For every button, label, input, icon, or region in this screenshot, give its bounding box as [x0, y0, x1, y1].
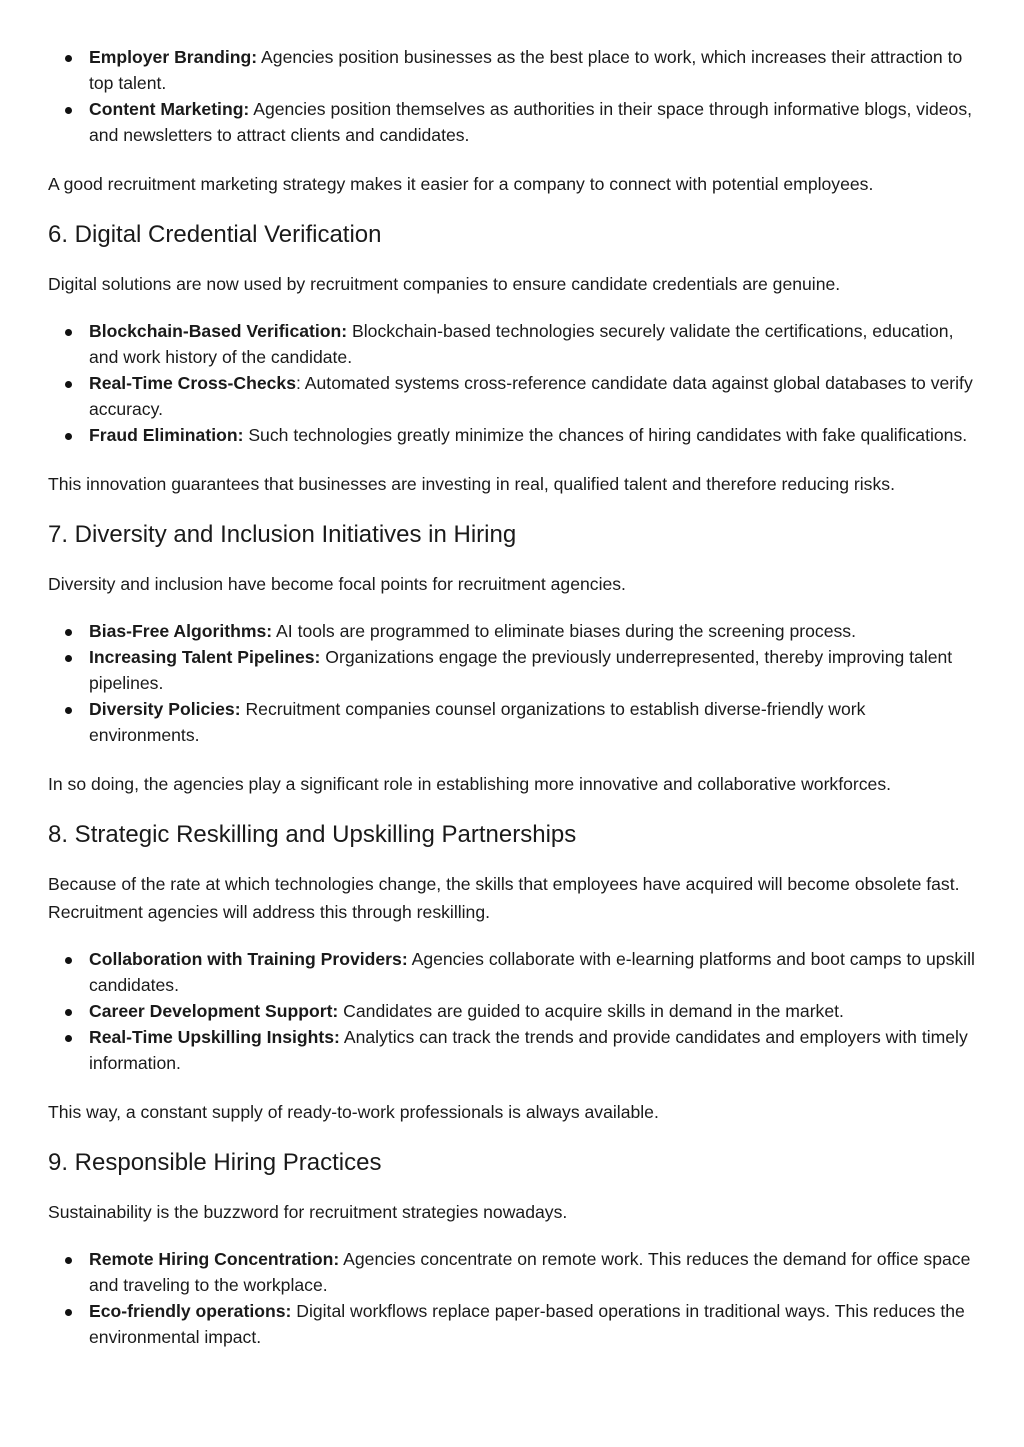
section-intro: Because of the rate at which technologies change, the skills that employees have acquired will become obsolete fast. Recruitment agencies will address this through reskilling. — [48, 874, 960, 922]
list-item-term: Content Marketing: — [89, 99, 250, 119]
list-item-text: Blockchain-based technologies securely validate the certifications, education, and work history of the candidate. — [89, 321, 954, 367]
list-item — [89, 618, 976, 644]
list-item — [89, 946, 976, 998]
list-item-term: Bias-Free Algorithms: — [89, 621, 273, 641]
list-item-text: Agencies concentrate on remote work. This reduces the demand for office space and traveling to the workplace. — [89, 1249, 971, 1295]
list-item — [89, 1298, 976, 1350]
list-item — [89, 998, 976, 1024]
list-item-term: Real-Time Cross-Checks — [89, 373, 296, 393]
list-item-term: Fraud Elimination: — [89, 425, 244, 445]
section-intro: Digital solutions are now used by recruitment companies to ensure candidate credentials are genuine. — [48, 274, 841, 294]
section-heading: 6. Digital Credential Verification — [48, 221, 382, 248]
list-item-text: Such technologies greatly minimize the chances of hiring candidates with fake qualifications. — [243, 425, 968, 445]
list-item-term: Increasing Talent Pipelines: — [89, 647, 321, 667]
section-bullet-list — [48, 618, 976, 748]
section-heading: 7. Diversity and Inclusion Initiatives in Hiring — [48, 521, 517, 548]
list-item-term: Eco-friendly operations: — [89, 1301, 292, 1321]
list-item-text: AI tools are programmed to eliminate biases during the screening process. — [272, 621, 856, 641]
list-item-text: Analytics can track the trends and provide candidates and employers with timely information. — [89, 1027, 968, 1073]
list-item — [89, 644, 976, 696]
list-item-text: : Automated systems cross-reference candidate data against global databases to verify accuracy. — [89, 373, 973, 419]
section-conclusion: In so doing, the agencies play a significant role in establishing more innovative and collaborative workforces. — [48, 774, 892, 794]
list-item — [89, 1246, 976, 1298]
list-item-text: Agencies position themselves as authorities in their space through informative blogs, videos, and newsletters to attract clients and candidates. — [89, 99, 973, 145]
list-item-text: Digital workflows replace paper-based operations in traditional ways. This reduces the environmental impact. — [89, 1301, 965, 1347]
list-item-text: Agencies collaborate with e-learning platforms and boot camps to upskill candidates. — [89, 949, 975, 995]
list-item-term: Diversity Policies: — [89, 699, 241, 719]
list-item — [89, 44, 976, 96]
list-item — [89, 96, 976, 148]
section-intro: Diversity and inclusion have become focal points for recruitment agencies. — [48, 574, 626, 594]
intro-bullet-list — [48, 44, 976, 148]
intro-conclusion: A good recruitment marketing strategy makes it easier for a company to connect with potential employees. — [48, 174, 874, 194]
section-heading: 9. Responsible Hiring Practices — [48, 1149, 382, 1176]
list-item — [89, 696, 976, 748]
list-item — [89, 370, 976, 422]
list-item-term: Real-Time Upskilling Insights: — [89, 1027, 340, 1047]
list-item — [89, 422, 976, 448]
list-item-text: Recruitment companies counsel organizations to establish diverse-friendly work environments. — [89, 699, 866, 745]
list-item — [89, 318, 976, 370]
list-item-text: Candidates are guided to acquire skills in demand in the market. — [338, 1001, 844, 1021]
section-bullet-list — [48, 1246, 976, 1350]
list-item-term: Employer Branding: — [89, 47, 258, 67]
list-item-term: Remote Hiring Concentration: — [89, 1249, 340, 1269]
section-bullet-list — [48, 318, 976, 448]
list-item-term: Career Development Support: — [89, 1001, 339, 1021]
section-intro: Sustainability is the buzzword for recruitment strategies nowadays. — [48, 1202, 568, 1222]
list-item-text: Organizations engage the previously underrepresented, thereby improving talent pipelines. — [89, 647, 953, 693]
list-item — [89, 1024, 976, 1076]
list-item-term: Collaboration with Training Providers: — [89, 949, 408, 969]
section-conclusion: This innovation guarantees that businesses are investing in real, qualified talent and therefore reducing risks. — [48, 474, 895, 494]
section-heading: 8. Strategic Reskilling and Upskilling Partnerships — [48, 821, 577, 848]
list-item-term: Blockchain-Based Verification: — [89, 321, 348, 341]
section-conclusion: This way, a constant supply of ready-to-work professionals is always available. — [48, 1102, 659, 1122]
list-item-text: Agencies position businesses as the best place to work, which increases their attraction to top talent. — [89, 47, 963, 93]
section-bullet-list — [48, 946, 976, 1076]
